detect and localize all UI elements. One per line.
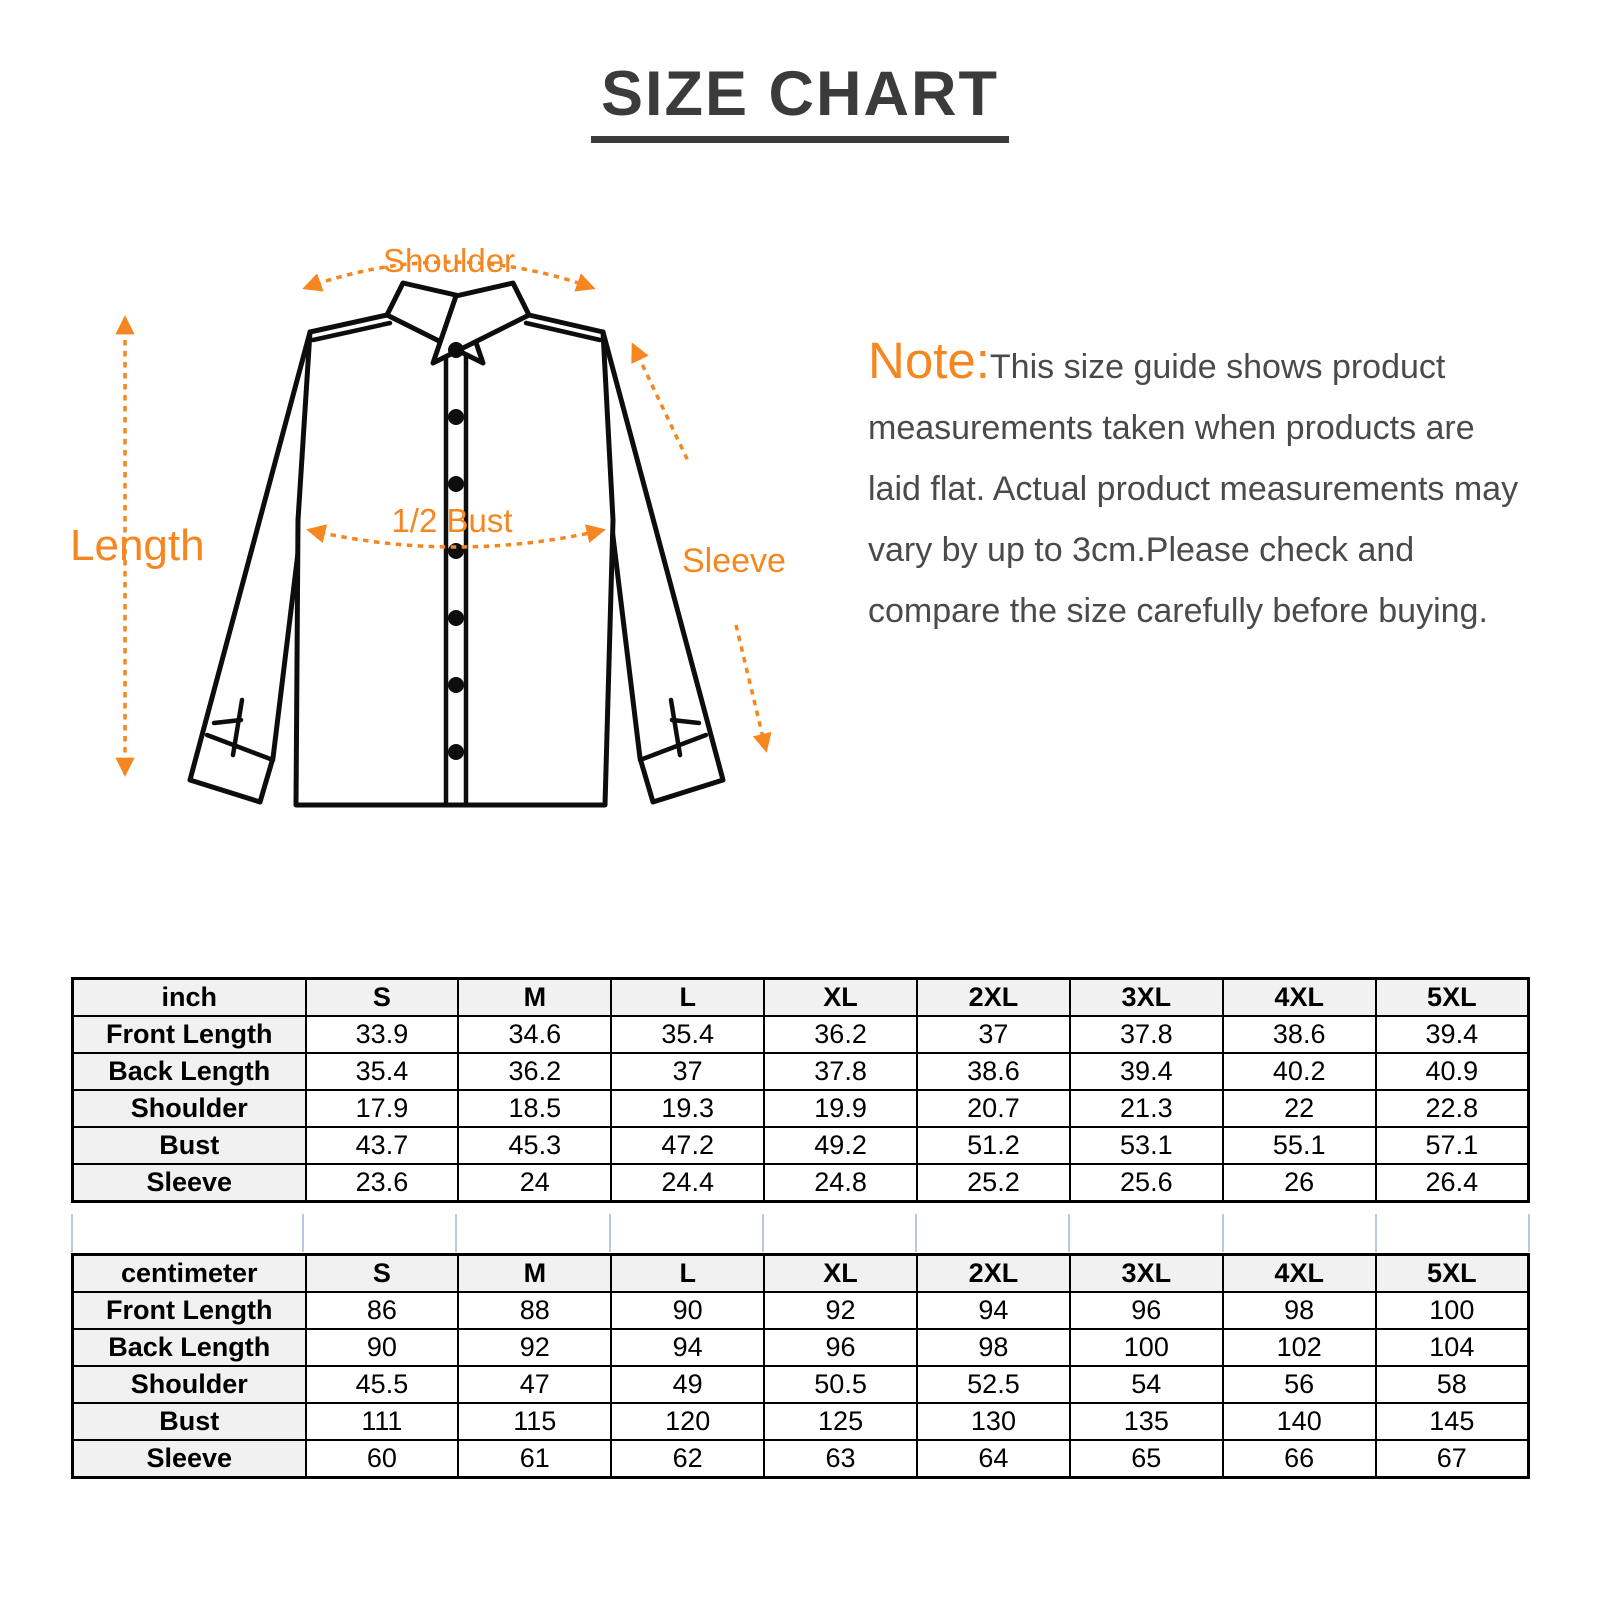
unit-header: inch: [73, 979, 306, 1017]
shirt-left-sleeve: [190, 332, 310, 802]
size-col-header: XL: [764, 979, 917, 1017]
measurement-cell: 35.4: [306, 1053, 459, 1090]
measurement-cell: 56: [1223, 1366, 1376, 1403]
note-label: Note:: [868, 332, 990, 389]
size-col-header: L: [611, 1255, 764, 1293]
row-label: Bust: [73, 1403, 306, 1440]
measurement-cell: 130: [917, 1403, 1070, 1440]
sleeve-arrow-upper: [633, 345, 689, 463]
header-row: [73, 1255, 1529, 1293]
measurement-cell: 52.5: [917, 1366, 1070, 1403]
measurement-cell: 66: [1223, 1440, 1376, 1478]
size-col-header: 5XL: [1376, 1255, 1529, 1293]
measurement-cell: 51.2: [917, 1127, 1070, 1164]
measurement-cell: 58: [1376, 1366, 1529, 1403]
measurement-cell: 22.8: [1376, 1090, 1529, 1127]
measurement-cell: 37.8: [764, 1053, 917, 1090]
measurement-cell: 38.6: [917, 1053, 1070, 1090]
size-col-header: 4XL: [1223, 979, 1376, 1017]
measurement-cell: 21.3: [1070, 1090, 1223, 1127]
table-row: [73, 1164, 1529, 1202]
measurement-cell: 140: [1223, 1403, 1376, 1440]
measurement-cell: 94: [611, 1329, 764, 1366]
measurement-cell: 36.2: [764, 1016, 917, 1053]
row-label: Sleeve: [73, 1440, 306, 1478]
measurement-cell: 45.3: [458, 1127, 611, 1164]
measurement-cell: 55.1: [1223, 1127, 1376, 1164]
page-title: [0, 58, 1600, 143]
size-table-centimeter: [71, 1253, 1530, 1479]
measurement-cell: 125: [764, 1403, 917, 1440]
table-row: [73, 1090, 1529, 1127]
note-block: [868, 330, 1520, 642]
size-col-header: 3XL: [1070, 1255, 1223, 1293]
measurement-cell: 23.6: [306, 1164, 459, 1202]
measurement-cell: 115: [458, 1403, 611, 1440]
measurement-cell: 39.4: [1070, 1053, 1223, 1090]
measurement-cell: 49: [611, 1366, 764, 1403]
size-col-header: XL: [764, 1255, 917, 1293]
measurement-cell: 120: [611, 1403, 764, 1440]
sleeve-arrow-lower: [736, 625, 766, 750]
measurement-cell: 57.1: [1376, 1127, 1529, 1164]
size-col-header: 2XL: [917, 1255, 1070, 1293]
unit-header: centimeter: [73, 1255, 306, 1293]
measurement-cell: 26: [1223, 1164, 1376, 1202]
measurement-cell: 20.7: [917, 1090, 1070, 1127]
bust-label: 1/2 Bust: [391, 502, 513, 539]
measurement-cell: 37.8: [1070, 1016, 1223, 1053]
row-label: Front Length: [73, 1016, 306, 1053]
measurement-cell: 34.6: [458, 1016, 611, 1053]
size-col-header: S: [306, 1255, 459, 1293]
size-col-header: 2XL: [917, 979, 1070, 1017]
size-col-header: M: [458, 1255, 611, 1293]
measurement-cell: 35.4: [611, 1016, 764, 1053]
measurement-cell: 92: [764, 1292, 917, 1329]
row-label: Bust: [73, 1127, 306, 1164]
size-col-header: M: [458, 979, 611, 1017]
shoulder-label: Shoulder: [382, 242, 516, 279]
measurement-cell: 26.4: [1376, 1164, 1529, 1202]
table-row: [73, 1053, 1529, 1090]
row-label: Sleeve: [73, 1164, 306, 1202]
measurement-cell: 92: [458, 1329, 611, 1366]
measurement-cell: 100: [1070, 1329, 1223, 1366]
measurement-cell: 65: [1070, 1440, 1223, 1478]
size-table-inch: [71, 977, 1530, 1203]
measurement-cell: 100: [1376, 1292, 1529, 1329]
table-spacer: [71, 1214, 1530, 1252]
size-col-header: 3XL: [1070, 979, 1223, 1017]
measurement-cell: 47.2: [611, 1127, 764, 1164]
shirt-outline: [190, 283, 723, 805]
shirt-body: [296, 315, 613, 805]
page-title-text: SIZE CHART: [591, 58, 1009, 143]
measurement-cell: 40.9: [1376, 1053, 1529, 1090]
size-col-header: S: [306, 979, 459, 1017]
measurement-cell: 64: [917, 1440, 1070, 1478]
measurement-cell: 94: [917, 1292, 1070, 1329]
measurement-cell: 88: [458, 1292, 611, 1329]
measurement-cell: 63: [764, 1440, 917, 1478]
header-row: [73, 979, 1529, 1017]
row-label: Shoulder: [73, 1090, 306, 1127]
measurement-cell: 37: [917, 1016, 1070, 1053]
measurement-cell: 37: [611, 1053, 764, 1090]
measurement-cell: 19.3: [611, 1090, 764, 1127]
measurement-cell: 33.9: [306, 1016, 459, 1053]
measurement-cell: 24.4: [611, 1164, 764, 1202]
measurement-cell: 111: [306, 1403, 459, 1440]
measurement-cell: 25.2: [917, 1164, 1070, 1202]
table-row: [73, 1366, 1529, 1403]
table-row: [73, 1440, 1529, 1478]
length-label: Length: [70, 521, 205, 570]
row-label: Shoulder: [73, 1366, 306, 1403]
table-row: [73, 1016, 1529, 1053]
table-row: [73, 1127, 1529, 1164]
size-col-header: 4XL: [1223, 1255, 1376, 1293]
row-label: Back Length: [73, 1329, 306, 1366]
measurement-cell: 19.9: [764, 1090, 917, 1127]
measurement-cell: 86: [306, 1292, 459, 1329]
measurement-cell: 98: [917, 1329, 1070, 1366]
measurement-cell: 22: [1223, 1090, 1376, 1127]
measurement-cell: 98: [1223, 1292, 1376, 1329]
measurement-cell: 24: [458, 1164, 611, 1202]
measurement-cell: 60: [306, 1440, 459, 1478]
row-label: Back Length: [73, 1053, 306, 1090]
measurement-cell: 67: [1376, 1440, 1529, 1478]
measurement-cell: 40.2: [1223, 1053, 1376, 1090]
table-row: [73, 1329, 1529, 1366]
measurement-cell: 25.6: [1070, 1164, 1223, 1202]
measurement-cell: 102: [1223, 1329, 1376, 1366]
measurement-cell: 135: [1070, 1403, 1223, 1440]
table-row: [73, 1403, 1529, 1440]
measurement-cell: 145: [1376, 1403, 1529, 1440]
table-row: [73, 1292, 1529, 1329]
measurement-cell: 96: [1070, 1292, 1223, 1329]
measurement-cell: 104: [1376, 1329, 1529, 1366]
measurement-cell: 17.9: [306, 1090, 459, 1127]
measurement-cell: 18.5: [458, 1090, 611, 1127]
measurement-cell: 61: [458, 1440, 611, 1478]
shirt-measurement-diagram: [60, 230, 820, 848]
measurement-cell: 53.1: [1070, 1127, 1223, 1164]
measurement-cell: 50.5: [764, 1366, 917, 1403]
measurement-cell: 36.2: [458, 1053, 611, 1090]
measurement-cell: 62: [611, 1440, 764, 1478]
measurement-cell: 96: [764, 1329, 917, 1366]
measurement-cell: 90: [611, 1292, 764, 1329]
size-col-header: L: [611, 979, 764, 1017]
measurement-cell: 90: [306, 1329, 459, 1366]
size-col-header: 5XL: [1376, 979, 1529, 1017]
measurement-cell: 38.6: [1223, 1016, 1376, 1053]
measurement-cell: 47: [458, 1366, 611, 1403]
note-text: This size guide shows product measurements taken when products are laid flat. Actual product measurements may vary by up to 3cm.Please check and compare the size carefully before buying.: [868, 348, 1519, 630]
measurement-cell: 39.4: [1376, 1016, 1529, 1053]
measurement-cell: 24.8: [764, 1164, 917, 1202]
measurement-cell: 49.2: [764, 1127, 917, 1164]
measurement-cell: 45.5: [306, 1366, 459, 1403]
sleeve-label: Sleeve: [682, 542, 786, 580]
row-label: Front Length: [73, 1292, 306, 1329]
measurement-cell: 43.7: [306, 1127, 459, 1164]
measurement-cell: 54: [1070, 1366, 1223, 1403]
